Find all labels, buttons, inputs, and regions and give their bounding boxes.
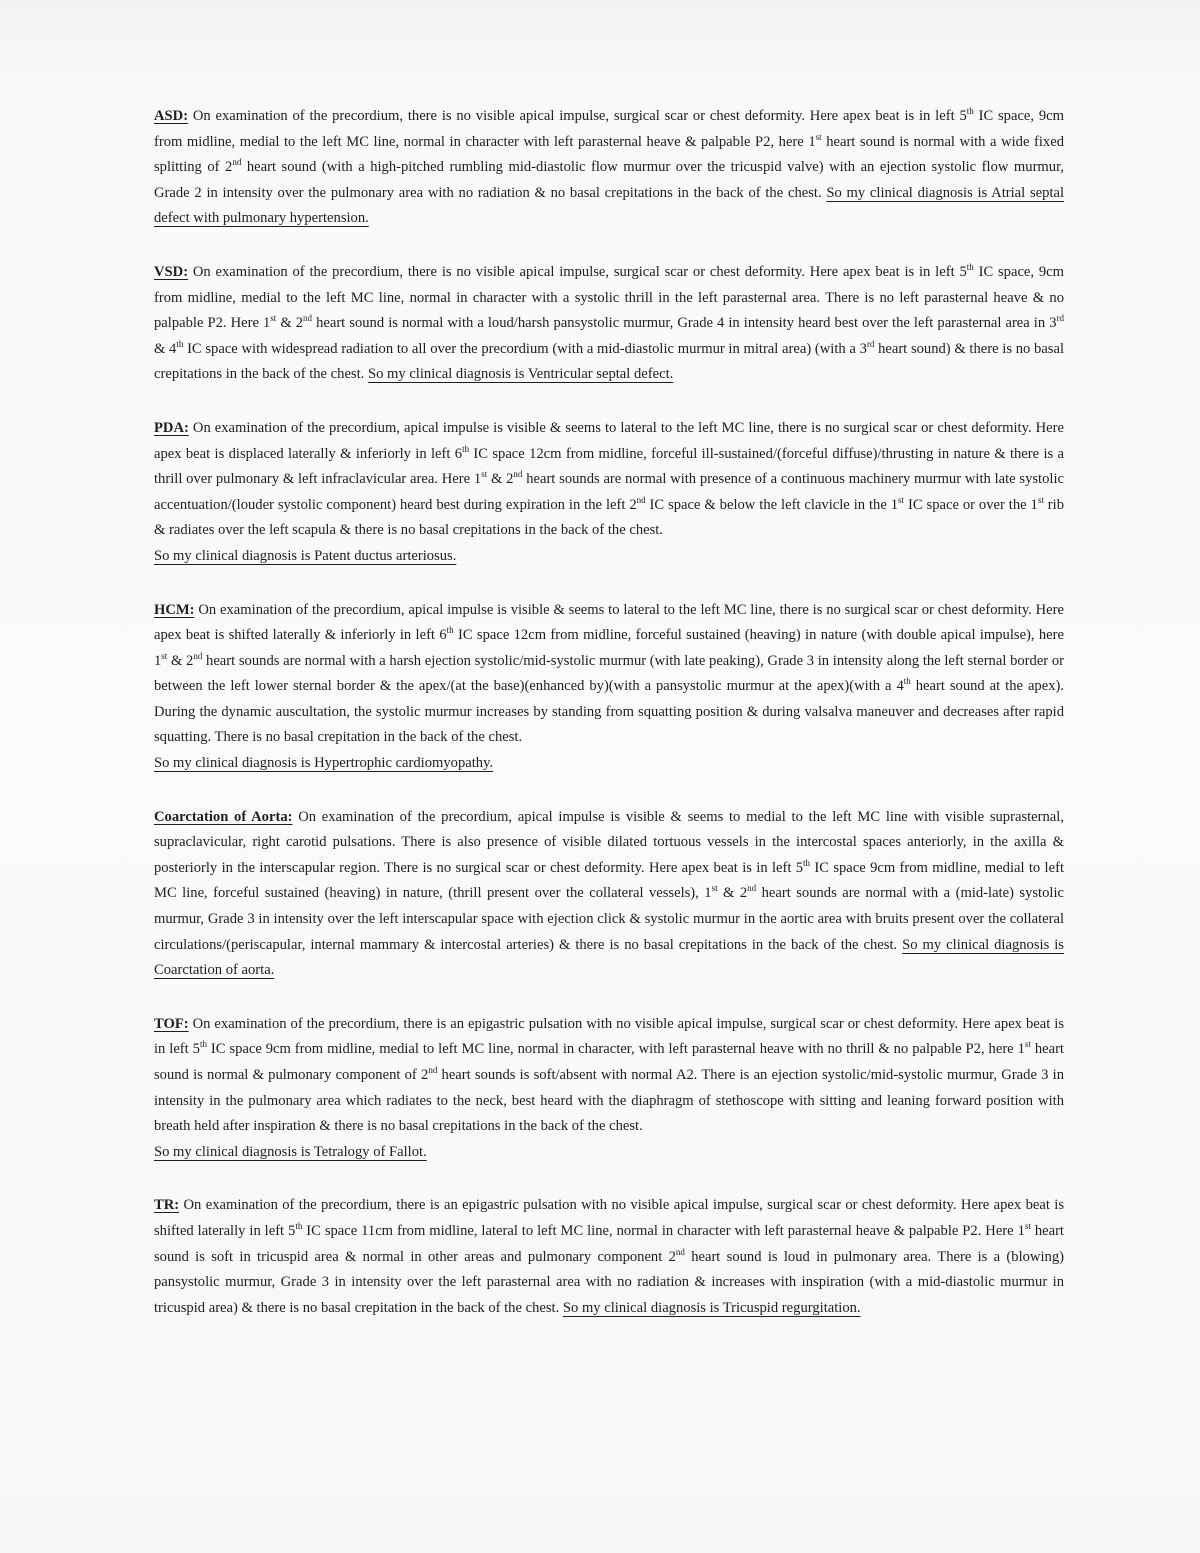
section-heading: TOF:	[154, 1015, 189, 1032]
body-text: heart sound is soft in tricuspid area & normal in other areas and pulmonary component 2	[154, 1222, 1064, 1265]
section-asd	[154, 104, 1064, 232]
body-text: IC space or over the 1	[904, 496, 1038, 513]
body-text: On examination of the precordium, apical impulse is visible & seems to lateral to the left MC line, there is no surgical scar or chest deformity. Here apex beat is shifted laterally & inferiorly in left 6	[154, 601, 1064, 644]
diagnosis-line	[154, 544, 1064, 570]
body-text: heart sounds is soft/absent with normal A2. There is an ejection systolic/mid-systolic murmur, Grade 3 in intensity in the pulmonary area which radiates to the neck, best heard with the diaphragm of stethoscope with sitting and leaning forward position with breath held after inspiration & there is no basal crepitations in the back of the chest.	[154, 1067, 1064, 1135]
ordinal-suffix: nd	[303, 313, 313, 324]
diagnosis-line	[154, 751, 1064, 777]
body-text: heart sound is normal & pulmonary component of 2	[154, 1041, 1064, 1083]
body-text: & 4	[154, 340, 177, 357]
ordinal-suffix: nd	[428, 1065, 438, 1076]
ordinal-suffix: st	[161, 650, 168, 661]
clinical-diagnosis: So my clinical diagnosis is Patent ductus arteriosus.	[154, 547, 457, 564]
clinical-diagnosis: So my clinical diagnosis is Coarctation of aorta.	[154, 936, 1064, 979]
body-text: On examination of the precordium, apical impulse is visible & seems to lateral to the left MC line, there is no surgical scar or chest deformity. Here apex beat is displaced laterally & inferiorly in left 6	[154, 419, 1064, 462]
body-text: heart sound (with a high-pitched rumbling mid-diastolic flow murmur over the tricuspid valve) with an ejection systolic flow murmur, Grade 2 in intensity over the pulmonary area with no radiation & no basal crepitations in the back of the chest.	[154, 159, 1065, 201]
section-hcm	[154, 598, 1064, 777]
ordinal-suffix: st	[1024, 1039, 1031, 1050]
ordinal-suffix: th	[446, 625, 454, 636]
ordinal-suffix: st	[270, 313, 277, 324]
body-text: heart sound is loud in pulmonary area. There is a (blowing) pansystolic murmur, Grade 3 in intensity over the left parasternal area with no radiation & increases with inspiration (with a mid-diastolic murmur in tricuspid area) & there is no basal crepitation in the back of the chest.	[154, 1248, 1064, 1316]
body-text: On examination of the precordium, there is an epigastric pulsation with no visible apical impulse, surgical scar or chest deformity. Here apex beat is shifted laterally in left 5	[154, 1197, 1064, 1239]
ordinal-suffix: nd	[513, 469, 523, 480]
clinical-diagnosis: So my clinical diagnosis is Tricuspid regurgitation.	[562, 1299, 861, 1316]
body-text: On examination of the precordium, there is no visible apical impulse, surgical scar or chest deformity. Here apex beat is in left 5	[188, 108, 967, 124]
clinical-diagnosis: So my clinical diagnosis is Atrial septal defect with pulmonary hypertension.	[154, 184, 1065, 227]
ordinal-suffix: th	[199, 1039, 207, 1050]
body-text: IC space with widespread radiation to all over the precordium (with a mid-diastolic murmur in mitral area) (with a 3	[183, 340, 867, 357]
section-tr	[154, 1193, 1064, 1321]
ordinal-suffix: nd	[675, 1246, 685, 1257]
ordinal-suffix: st	[1024, 1221, 1031, 1232]
body-text: IC space 11cm from midline, lateral to left MC line, normal in character with left parasternal heave & palpable P2. Here 1	[302, 1222, 1025, 1239]
ordinal-suffix: st	[711, 883, 718, 894]
section-vsd	[154, 260, 1064, 388]
diagnosis-line	[154, 1140, 1064, 1166]
ordinal-suffix: rd	[866, 338, 875, 349]
clinical-diagnosis: So my clinical diagnosis is Ventricular septal defect.	[367, 366, 674, 383]
body-text: heart sounds are normal with presence of a continuous machinery murmur with late systolic accentuation/(louder systolic component) heard best during expiration in the left 2	[154, 471, 1065, 513]
section-tof	[154, 1012, 1064, 1166]
body-text: On examination of the precordium, there is an epigastric pulsation with no visible apical impulse, surgical scar or chest deformity. Here apex beat is in left 5	[154, 1015, 1064, 1058]
clinical-diagnosis: So my clinical diagnosis is Hypertrophic cardiomyopathy.	[154, 755, 494, 772]
ordinal-suffix: th	[903, 676, 911, 687]
ordinal-suffix: nd	[193, 650, 203, 661]
ordinal-suffix: st	[815, 131, 822, 142]
body-text: & 2	[276, 315, 304, 332]
ordinal-suffix: th	[462, 443, 470, 454]
body-text: heart sound) & there is no basal crepitations in the back of the chest.	[154, 340, 1065, 383]
section-heading: PDA:	[154, 419, 189, 436]
section-coarctation-of-aorta	[154, 805, 1064, 984]
ordinal-suffix: rd	[1056, 313, 1064, 324]
body-text: On examination of the precordium, there is no visible apical impulse, surgical scar or chest deformity. Here apex beat is in left 5	[188, 263, 967, 280]
ordinal-suffix: th	[803, 857, 811, 868]
body-text: IC space 12cm from midline, forceful ill-sustained/(forceful diffuse)/thrusting in nature & there is a thrill over pulmonary & left infraclavicular area. Here 1	[154, 445, 1064, 488]
section-heading: TR:	[154, 1197, 180, 1214]
ordinal-suffix: nd	[747, 883, 757, 894]
body-text: heart sound is normal with a wide fixed splitting of 2	[154, 133, 1064, 176]
ordinal-suffix: th	[176, 338, 184, 349]
body-text: heart sounds are normal with a harsh ejection systolic/mid-systolic murmur (with late peaking), Grade 3 in intensity along the left sternal border or between the left lower sternal border & the apex/(at the base)(enhanced by)(with a pansystolic murmur at the apex)(with a 4	[154, 652, 1064, 695]
body-text: IC space 9cm from midline, medial to left MC line, forceful sustained (heaving) in nature, (thrill present over the collateral vessels), 1	[154, 859, 1064, 902]
ordinal-suffix: th	[966, 262, 974, 273]
section-heading: ASD:	[154, 108, 189, 124]
body-text: IC space & below the left clavicle in the 1	[645, 496, 899, 513]
ordinal-suffix: st	[481, 469, 488, 480]
ordinal-suffix: st	[1037, 494, 1044, 505]
ordinal-suffix: st	[898, 494, 905, 505]
document-body	[154, 104, 1064, 1349]
body-text: heart sound at the apex). During the dynamic auscultation, the systolic murmur increases by standing from squatting position & during valsalva maneuver and decreases after rapid squatting. There is no basal crepitation in the back of the chest.	[154, 678, 1065, 746]
body-text: rib & radiates over the left scapula & there is no basal crepitations in the back of the chest.	[154, 496, 1064, 539]
ordinal-suffix: nd	[636, 494, 646, 505]
section-pda	[154, 416, 1064, 570]
section-heading: HCM:	[154, 601, 195, 618]
ordinal-suffix: nd	[232, 157, 242, 168]
ordinal-suffix: th	[966, 106, 974, 117]
body-text: IC space 9cm from midline, medial to left MC line, normal in character, with left parasternal heave with no thrill & no palpable P2, here 1	[206, 1041, 1025, 1058]
body-text: heart sounds are normal with a (mid-late) systolic murmur, Grade 3 in intensity over the left interscapular space with ejection click & systolic murmur in the aortic area with bruits present over the collateral circulations/(periscapular, internal mammary & intercostal arteries) & there is no basal crepitations in the back of the chest.	[154, 885, 1064, 953]
section-heading: Coarctation of Aorta:	[154, 808, 293, 825]
clinical-diagnosis: So my clinical diagnosis is Tetralogy of Fallot.	[154, 1143, 427, 1160]
body-text: IC space, 9cm from midline, medial to the left MC line, normal in character with a systolic thrill in the left parasternal area. There is no left parasternal heave & no palpable P2. Here 1	[154, 263, 1064, 332]
section-heading: VSD:	[154, 263, 189, 280]
ordinal-suffix: th	[295, 1221, 303, 1232]
body-text: On examination of the precordium, apical impulse is visible & seems to medial to the left MC line with visible suprasternal, supraclavicular, right carotid pulsations. There is also presence of visible dilated tortuous vessels in the intercostal spaces anteriorly, in the axilla & posteriorly in the interscapular region. There is no surgical scar or chest deformity. Here apex beat is in left 5	[154, 808, 1064, 876]
body-text: heart sound is normal with a loud/harsh pansystolic murmur, Grade 4 in intensity heard best over the left parasternal area in 3	[312, 315, 1057, 332]
body-text: IC space, 9cm from midline, medial to the left MC line, normal in character with left parasternal heave & palpable P2, here 1	[154, 108, 1064, 150]
body-text: & 2	[717, 885, 748, 902]
body-text: IC space 12cm from midline, forceful sustained (heaving) in nature (with double apical impulse), here 1	[154, 627, 1064, 669]
body-text: & 2	[167, 652, 194, 669]
body-text: & 2	[487, 471, 514, 488]
